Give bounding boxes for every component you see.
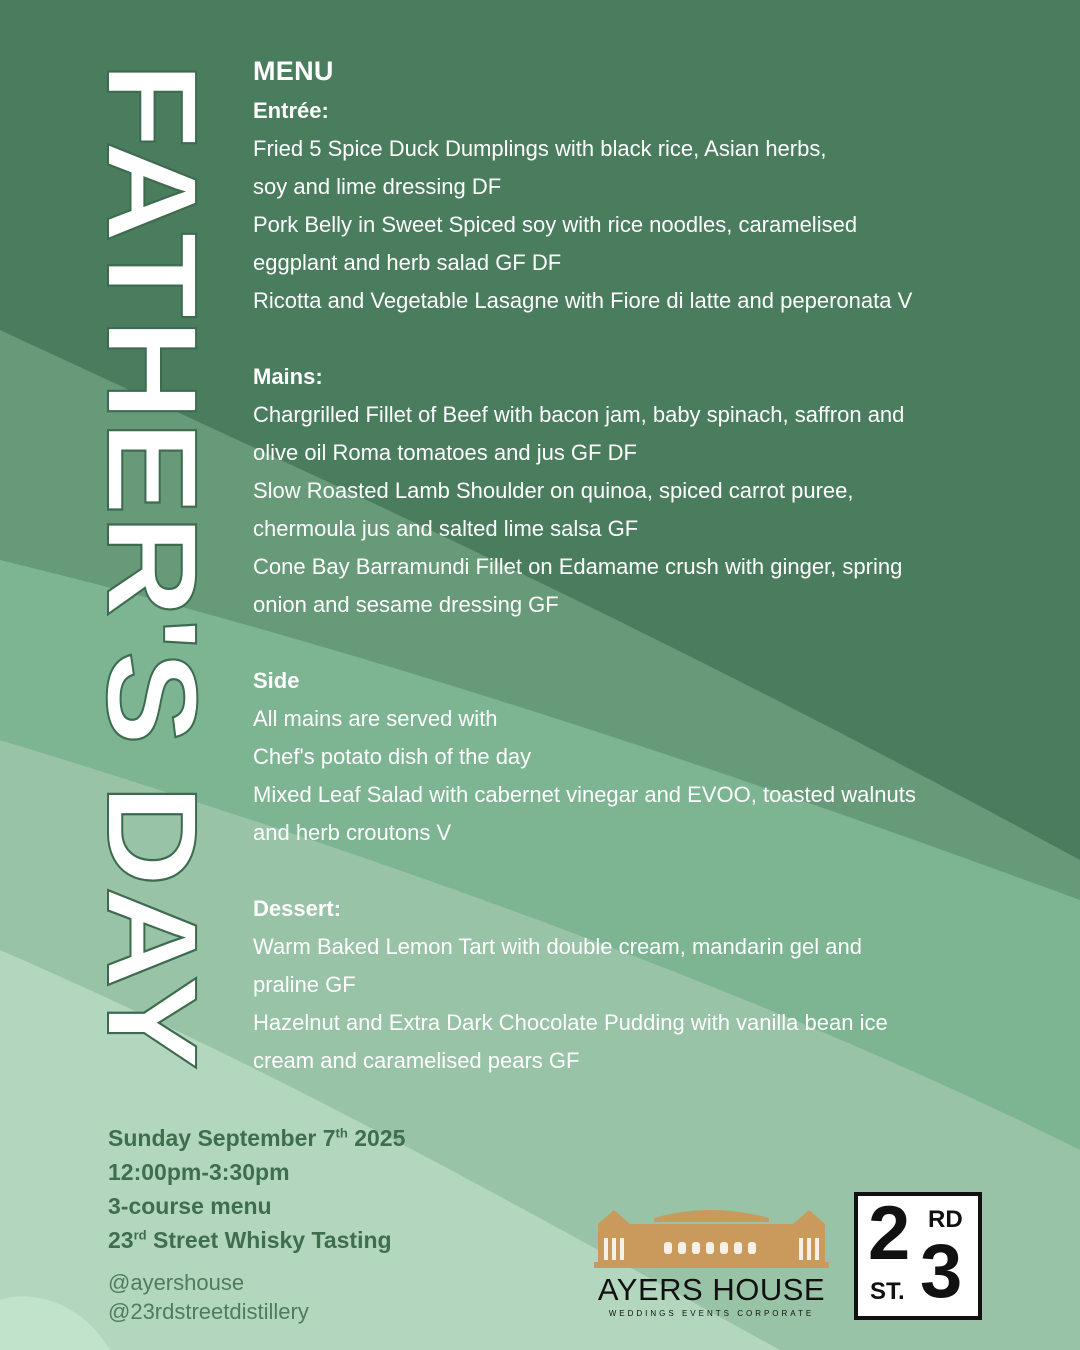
- entree-line: Ricotta and Vegetable Lasagne with Fiore di latte and peperonata V: [253, 288, 913, 313]
- logo-digit-three: 3: [920, 1229, 963, 1314]
- dessert-line: Warm Baked Lemon Tart with double cream, mandarin gel and: [253, 934, 862, 959]
- handle-ayershouse[interactable]: @ayershouse: [108, 1270, 245, 1295]
- side-line: Chef's potato dish of the day: [253, 744, 532, 769]
- logo-digit-two: 2: [868, 1191, 911, 1276]
- entree-line: soy and lime dressing DF: [253, 174, 502, 199]
- side-line: and herb croutons V: [253, 820, 452, 845]
- entree-line: Pork Belly in Sweet Spiced soy with rice noodles, caramelised: [253, 212, 858, 237]
- event-tasting: 23rd Street Whisky Tasting: [108, 1227, 392, 1253]
- menu-block: [253, 52, 983, 1080]
- logo-st: ST.: [870, 1278, 905, 1305]
- ayers-building-icon: [594, 1210, 829, 1268]
- ayers-house-name: AYERS HOUSE: [597, 1272, 826, 1307]
- event-date: Sunday September 7th 2025: [108, 1125, 406, 1151]
- dessert-line: praline GF: [253, 972, 356, 997]
- side-line: Mixed Leaf Salad with cabernet vinegar and EVOO, toasted walnuts: [253, 782, 916, 807]
- fathers-day-vertical-title: [80, 62, 223, 1072]
- dessert-line: cream and caramelised pears GF: [253, 1048, 580, 1073]
- entree-line: Fried 5 Spice Duck Dumplings with black rice, Asian herbs,: [253, 136, 827, 161]
- side-title: Side: [253, 668, 300, 693]
- dessert-line: Hazelnut and Extra Dark Chocolate Pudding with vanilla bean ice: [253, 1010, 888, 1035]
- event-time: 12:00pm-3:30pm: [108, 1159, 290, 1185]
- title-text: FATHER'S DAY: [80, 62, 223, 975]
- mains-line: Slow Roasted Lamb Shoulder on quinoa, spiced carrot puree,: [253, 478, 854, 503]
- dessert-title: Dessert:: [253, 896, 342, 921]
- menu-heading: MENU: [253, 56, 334, 86]
- mains-title: Mains:: [253, 364, 323, 389]
- mains-line: Cone Bay Barramundi Fillet on Edamame crush with ginger, spring: [253, 554, 903, 579]
- event-info: [108, 1121, 405, 1257]
- handle-23rdstreet[interactable]: @23rdstreetdistillery: [108, 1299, 309, 1324]
- mains-line: Chargrilled Fillet of Beef with bacon jam, baby spinach, saffron and: [253, 402, 905, 427]
- entree-line: eggplant and herb salad GF DF: [253, 250, 562, 275]
- side-line: All mains are served with: [253, 706, 498, 731]
- logo-rd: RD: [928, 1206, 963, 1233]
- mains-line: onion and sesame dressing GF: [253, 592, 559, 617]
- 23rd-street-logo: [854, 1192, 982, 1320]
- mains-line: chermoula jus and salted lime salsa GF: [253, 516, 639, 541]
- ayers-house-tagline: WEDDINGS EVENTS CORPORATE: [608, 1309, 815, 1318]
- event-course: 3-course menu: [108, 1193, 272, 1219]
- social-handles: [108, 1268, 309, 1326]
- entree-title: Entrée:: [253, 98, 329, 123]
- mains-line: olive oil Roma tomatoes and jus GF DF: [253, 440, 637, 465]
